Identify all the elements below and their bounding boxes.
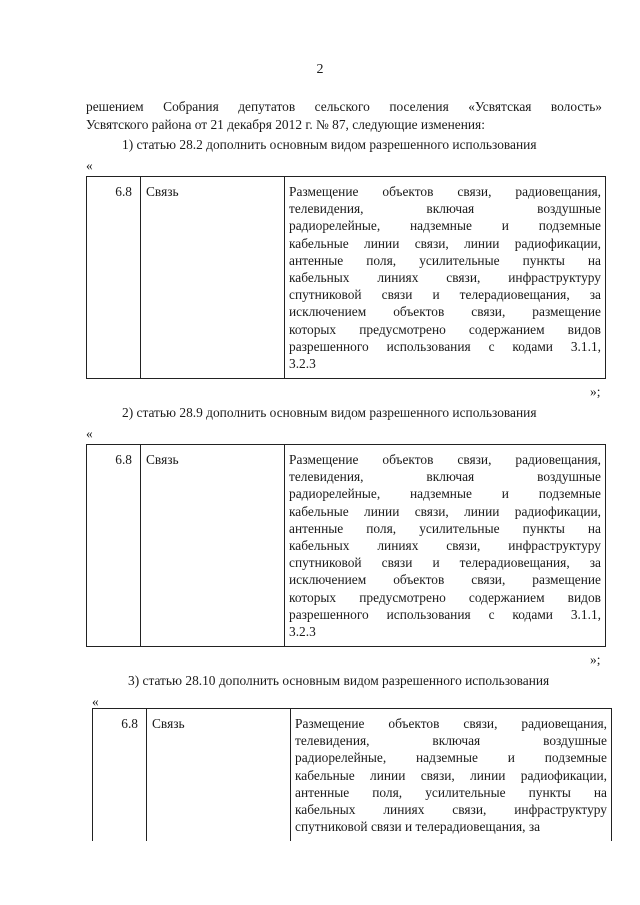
item-1-table — [86, 176, 606, 379]
row-description — [285, 177, 606, 379]
table-row — [87, 445, 606, 647]
description-line: Размещение объектов связи, радиовещания, — [295, 716, 607, 731]
intro-line-2: Усвятского района от 21 декабря 2012 г. № 87, следующие изменения: — [86, 117, 485, 132]
description-line: телевидения, включая воздушные — [289, 469, 601, 485]
row-code: 6.8 — [87, 177, 141, 379]
intro-line-1: решением Собрания депутатов сельского поселения «Усвятская волость» — [86, 99, 602, 114]
description-line: кабельных линиях связи, инфраструктуру — [295, 802, 607, 818]
description-line: исключением объектов связи, размещение — [289, 572, 601, 588]
description-line: 3.2.3 — [289, 356, 316, 372]
description-line: радиорелейные, надземные и подземные — [289, 486, 601, 502]
description-line: антенные поля, усилительные пункты на — [295, 784, 607, 800]
item-2-close-quote: »; — [590, 652, 601, 667]
description-line: кабельные линии связи, линии радиофикации, — [295, 767, 607, 783]
description-line: которых предусмотрено содержанием видов — [289, 321, 601, 337]
item-2-heading: 2) статью 28.9 дополнить основным видом разрешенного использования — [122, 405, 537, 420]
item-3-heading: 3) статью 28.10 дополнить основным видом разрешенного использования — [128, 673, 550, 688]
item-1-close-quote: »; — [590, 384, 601, 399]
item-2-open-quote: « — [86, 426, 93, 441]
description-line: спутниковой связи и телерадиовещания, за — [295, 819, 541, 835]
item-2-table — [86, 444, 606, 647]
description-line: спутниковой связи и телерадиовещания, за — [289, 287, 601, 303]
row-code: 6.8 — [87, 445, 141, 647]
item-1-open-quote: « — [86, 158, 93, 173]
page-number: 2 — [316, 62, 324, 77]
row-name: Связь — [141, 177, 285, 379]
item-3-table — [92, 708, 612, 841]
description-line: антенные поля, усилительные пункты на — [289, 520, 601, 536]
row-code: 6.8 — [93, 709, 147, 842]
description-line: кабельных линиях связи, инфраструктуру — [289, 538, 601, 554]
description-line: спутниковой связи и телерадиовещания, за — [289, 555, 601, 571]
description-line: антенные поля, усилительные пункты на — [289, 252, 601, 268]
description-line: радиорелейные, надземные и подземные — [295, 750, 607, 766]
description-line: которых предусмотрено содержанием видов — [289, 589, 601, 605]
row-name: Связь — [141, 445, 285, 647]
description-line: телевидения, включая воздушные — [289, 201, 601, 217]
row-description — [285, 445, 606, 647]
description-line: телевидения, включая воздушные — [295, 733, 607, 749]
description-line: кабельные линии связи, линии радиофикации, — [289, 235, 601, 251]
description-line: разрешенного использования с кодами 3.1.1, — [289, 338, 601, 354]
description-line: Размещение объектов связи, радиовещания, — [289, 184, 601, 199]
description-line: исключением объектов связи, размещение — [289, 304, 601, 320]
description-line: радиорелейные, надземные и подземные — [289, 218, 601, 234]
description-line: Размещение объектов связи, радиовещания, — [289, 452, 601, 467]
item-1-heading: 1) статью 28.2 дополнить основным видом разрешенного использования — [122, 137, 537, 152]
description-line: кабельные линии связи, линии радиофикации, — [289, 503, 601, 519]
description-line: 3.2.3 — [289, 624, 316, 640]
row-name: Связь — [147, 709, 291, 842]
description-line: кабельных линиях связи, инфраструктуру — [289, 270, 601, 286]
row-description — [291, 709, 612, 842]
description-line: разрешенного использования с кодами 3.1.1, — [289, 606, 601, 622]
table-row — [87, 177, 606, 379]
item-3-open-quote: « — [92, 694, 99, 709]
table-row — [93, 709, 612, 842]
